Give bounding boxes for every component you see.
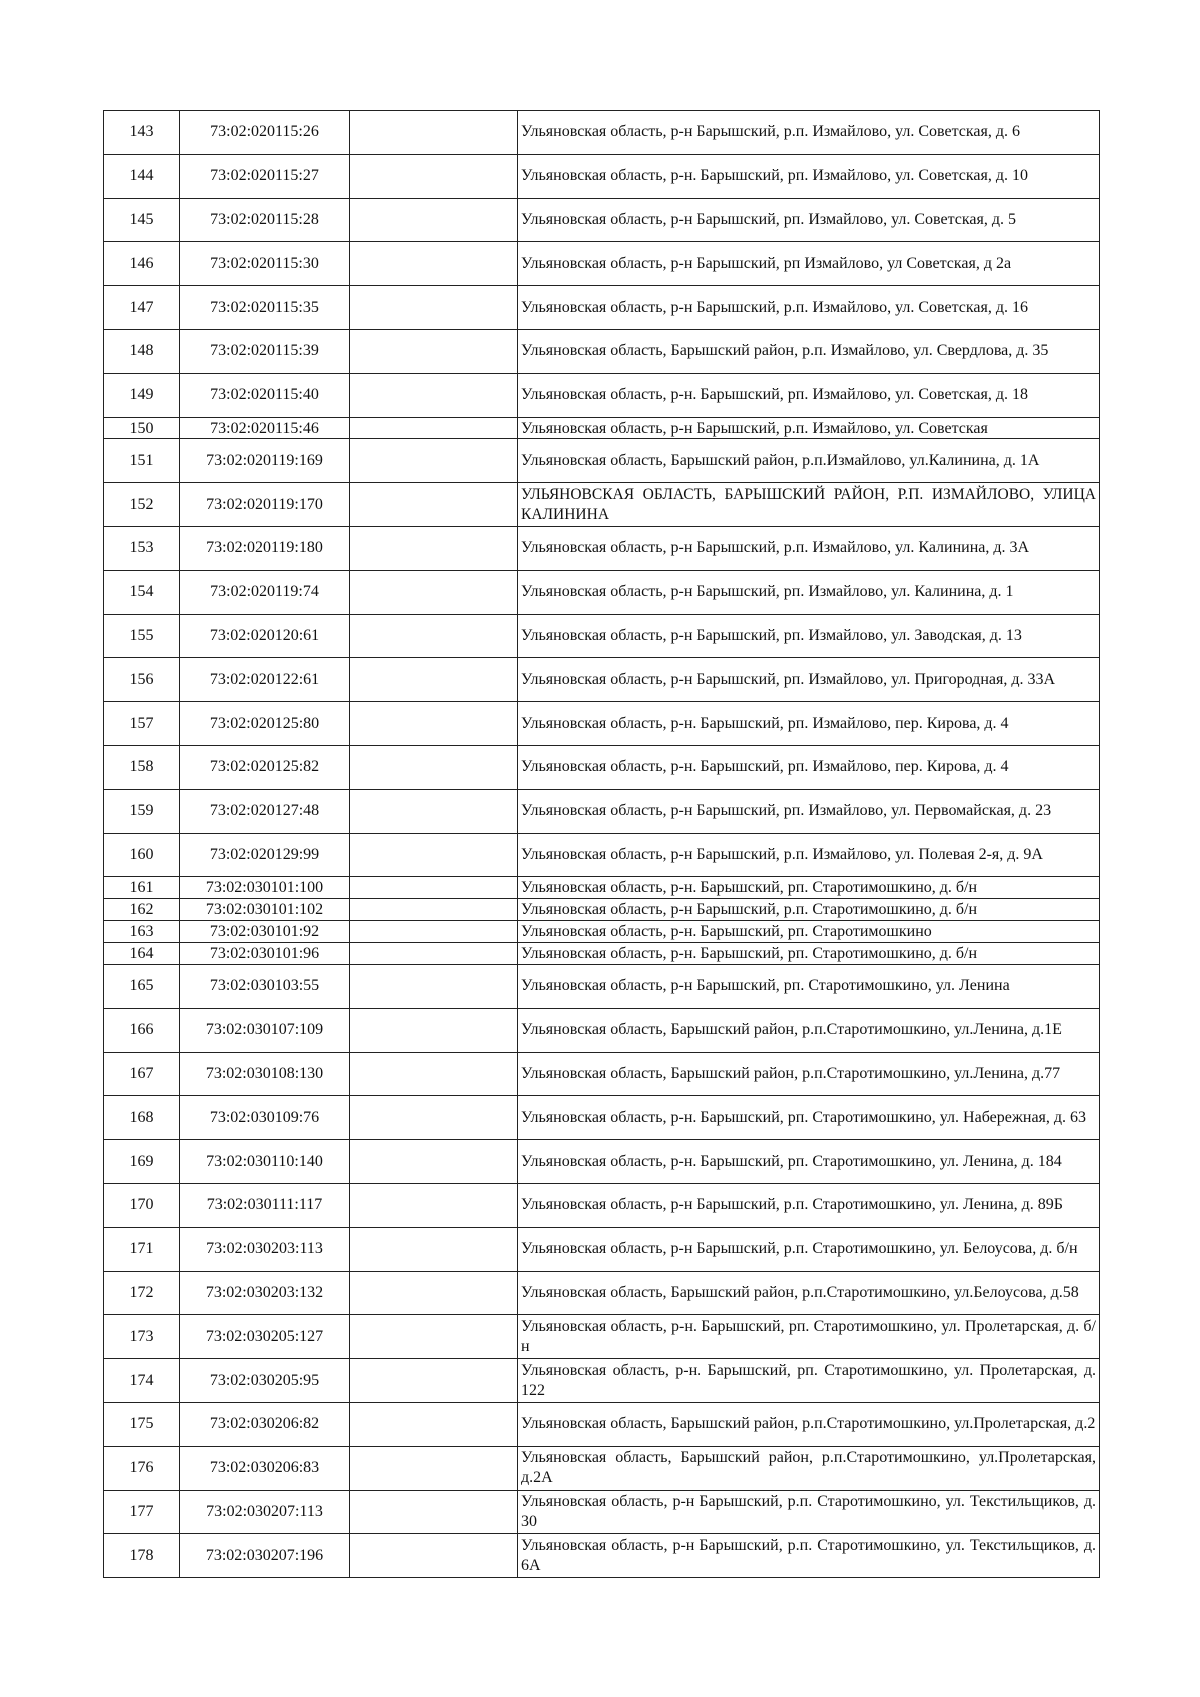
cadastral-number: 73:02:030101:96 — [180, 943, 350, 965]
cadastral-number: 73:02:030203:132 — [180, 1271, 350, 1315]
empty-cell — [350, 1402, 518, 1446]
address-cell: Ульяновская область, Барышский район, р.п.Старотимошкино, ул.Ленина, д.1Е — [518, 1008, 1100, 1052]
table-row — [104, 943, 1100, 965]
table-row — [104, 702, 1100, 746]
table-row — [104, 242, 1100, 286]
table-row — [104, 198, 1100, 242]
empty-cell — [350, 373, 518, 417]
table-row — [104, 833, 1100, 877]
empty-cell — [350, 877, 518, 899]
row-number: 150 — [104, 417, 180, 439]
table-row — [104, 614, 1100, 658]
row-number: 178 — [104, 1534, 180, 1578]
address-cell: Ульяновская область, Барышский район, р.п. Измайлово, ул. Свердлова, д. 35 — [518, 329, 1100, 373]
row-number: 175 — [104, 1402, 180, 1446]
cadastral-number: 73:02:030109:76 — [180, 1096, 350, 1140]
row-number: 169 — [104, 1140, 180, 1184]
empty-cell — [350, 658, 518, 702]
row-number: 159 — [104, 789, 180, 833]
empty-cell — [350, 965, 518, 1009]
address-cell: Ульяновская область, р-н. Барышский, рп. Измайлово, пер. Кирова, д. 4 — [518, 746, 1100, 790]
table-row — [104, 965, 1100, 1009]
address-cell: Ульяновская область, р-н Барышский, рп. Старотимошкино, ул. Ленина — [518, 965, 1100, 1009]
address-cell: Ульяновская область, Барышский район, р.п.Измайлово, ул.Калинина, д. 1А — [518, 439, 1100, 483]
address-cell: Ульяновская область, р-н Барышский, р.п. Измайлово, ул. Советская — [518, 417, 1100, 439]
address-cell: Ульяновская область, р-н. Барышский, рп. Измайлово, ул. Советская, д. 10 — [518, 154, 1100, 198]
address-cell: Ульяновская область, р-н Барышский, р.п. Старотимошкино, ул. Ленина, д. 89Б — [518, 1183, 1100, 1227]
cadastral-number: 73:02:020127:48 — [180, 789, 350, 833]
address-cell: Ульяновская область, р-н. Барышский, рп. Старотимошкино, ул. Пролетарская, д. б/н — [518, 1315, 1100, 1359]
row-number: 153 — [104, 527, 180, 571]
empty-cell — [350, 1446, 518, 1490]
cadastral-number: 73:02:020119:169 — [180, 439, 350, 483]
row-number: 177 — [104, 1490, 180, 1534]
empty-cell — [350, 1534, 518, 1578]
table-row — [104, 527, 1100, 571]
row-number: 157 — [104, 702, 180, 746]
cadastral-number: 73:02:030205:127 — [180, 1315, 350, 1359]
cadastral-number: 73:02:030206:82 — [180, 1402, 350, 1446]
address-cell: Ульяновская область, р-н Барышский, р.п. Старотимошкино, ул. Текстильщиков, д. 6А — [518, 1534, 1100, 1578]
empty-cell — [350, 154, 518, 198]
empty-cell — [350, 483, 518, 527]
empty-cell — [350, 1140, 518, 1184]
cadastral-number: 73:02:030207:196 — [180, 1534, 350, 1578]
table-row — [104, 1008, 1100, 1052]
cadastral-number: 73:02:020115:35 — [180, 286, 350, 330]
cadastral-number: 73:02:030101:100 — [180, 877, 350, 899]
row-number: 165 — [104, 965, 180, 1009]
address-cell: Ульяновская область, р-н Барышский, р.п. Старотимошкино, ул. Белоусова, д. б/н — [518, 1227, 1100, 1271]
table-row — [104, 570, 1100, 614]
table-row — [104, 286, 1100, 330]
empty-cell — [350, 439, 518, 483]
empty-cell — [350, 702, 518, 746]
empty-cell — [350, 1052, 518, 1096]
address-cell: Ульяновская область, Барышский район, р.п.Старотимошкино, ул.Пролетарская, д.2А — [518, 1446, 1100, 1490]
empty-cell — [350, 527, 518, 571]
empty-cell — [350, 1359, 518, 1403]
table-row — [104, 877, 1100, 899]
cadastral-number: 73:02:030110:140 — [180, 1140, 350, 1184]
address-cell: УЛЬЯНОВСКАЯ ОБЛАСТЬ, БАРЫШСКИЙ РАЙОН, Р.П. ИЗМАЙЛОВО, УЛИЦА КАЛИНИНА — [518, 483, 1100, 527]
row-number: 155 — [104, 614, 180, 658]
address-cell: Ульяновская область, р-н. Барышский, рп. Измайлово, ул. Советская, д. 18 — [518, 373, 1100, 417]
row-number: 170 — [104, 1183, 180, 1227]
row-number: 156 — [104, 658, 180, 702]
address-cell: Ульяновская область, Барышский район, р.п.Старотимошкино, ул.Белоусова, д.58 — [518, 1271, 1100, 1315]
cadastral-number: 73:02:030108:130 — [180, 1052, 350, 1096]
empty-cell — [350, 1096, 518, 1140]
address-cell: Ульяновская область, р-н Барышский, рп. Измайлово, ул. Калинина, д. 1 — [518, 570, 1100, 614]
address-cell: Ульяновская область, р-н. Барышский, рп. Старотимошкино, д. б/н — [518, 943, 1100, 965]
empty-cell — [350, 198, 518, 242]
empty-cell — [350, 417, 518, 439]
address-cell: Ульяновская область, р-н Барышский, рп. Измайлово, ул. Первомайская, д. 23 — [518, 789, 1100, 833]
row-number: 143 — [104, 111, 180, 155]
cadastral-number: 73:02:030203:113 — [180, 1227, 350, 1271]
address-cell: Ульяновская область, р-н Барышский, р.п. Старотимошкино, д. б/н — [518, 899, 1100, 921]
row-number: 172 — [104, 1271, 180, 1315]
table-row — [104, 899, 1100, 921]
address-cell: Ульяновская область, р-н Барышский, рп Измайлово, ул Советская, д 2а — [518, 242, 1100, 286]
cadastral-number: 73:02:020125:80 — [180, 702, 350, 746]
cadastral-number: 73:02:030103:55 — [180, 965, 350, 1009]
empty-cell — [350, 570, 518, 614]
empty-cell — [350, 833, 518, 877]
empty-cell — [350, 329, 518, 373]
table-row — [104, 1052, 1100, 1096]
cadastral-number: 73:02:030101:92 — [180, 921, 350, 943]
address-cell: Ульяновская область, Барышский район, р.п.Старотимошкино, ул.Пролетарская, д.2 — [518, 1402, 1100, 1446]
row-number: 173 — [104, 1315, 180, 1359]
cadastral-number: 73:02:020122:61 — [180, 658, 350, 702]
row-number: 174 — [104, 1359, 180, 1403]
address-cell: Ульяновская область, р-н. Барышский, рп. Измайлово, пер. Кирова, д. 4 — [518, 702, 1100, 746]
address-cell: Ульяновская область, р-н Барышский, рп. Измайлово, ул. Советская, д. 5 — [518, 198, 1100, 242]
empty-cell — [350, 943, 518, 965]
table-row — [104, 1490, 1100, 1534]
cadastral-number: 73:02:020120:61 — [180, 614, 350, 658]
row-number: 154 — [104, 570, 180, 614]
row-number: 171 — [104, 1227, 180, 1271]
empty-cell — [350, 286, 518, 330]
empty-cell — [350, 746, 518, 790]
table-row — [104, 373, 1100, 417]
table-row — [104, 1183, 1100, 1227]
row-number: 149 — [104, 373, 180, 417]
cadastral-number: 73:02:030111:117 — [180, 1183, 350, 1227]
cadastral-number: 73:02:030107:109 — [180, 1008, 350, 1052]
address-cell: Ульяновская область, р-н. Барышский, рп. Старотимошкино — [518, 921, 1100, 943]
row-number: 160 — [104, 833, 180, 877]
table-row — [104, 789, 1100, 833]
cadastral-number: 73:02:020119:170 — [180, 483, 350, 527]
address-cell: Ульяновская область, р-н. Барышский, рп. Старотимошкино, д. б/н — [518, 877, 1100, 899]
cadastral-number: 73:02:020119:74 — [180, 570, 350, 614]
cadastral-number: 73:02:030205:95 — [180, 1359, 350, 1403]
address-cell: Ульяновская область, р-н Барышский, р.п. Измайлово, ул. Полевая 2-я, д. 9А — [518, 833, 1100, 877]
empty-cell — [350, 899, 518, 921]
empty-cell — [350, 789, 518, 833]
table-row — [104, 154, 1100, 198]
address-cell: Ульяновская область, р-н. Барышский, рп. Старотимошкино, ул. Пролетарская, д. 122 — [518, 1359, 1100, 1403]
row-number: 167 — [104, 1052, 180, 1096]
cadastral-number: 73:02:020115:26 — [180, 111, 350, 155]
address-cell: Ульяновская область, р-н. Барышский, рп. Старотимошкино, ул. Набережная, д. 63 — [518, 1096, 1100, 1140]
address-cell: Ульяновская область, р-н Барышский, рп. Измайлово, ул. Заводская, д. 13 — [518, 614, 1100, 658]
table-row — [104, 439, 1100, 483]
table-row — [104, 1271, 1100, 1315]
document-page — [103, 110, 1099, 1578]
empty-cell — [350, 1008, 518, 1052]
cadastral-number: 73:02:020115:40 — [180, 373, 350, 417]
cadastral-number: 73:02:020115:27 — [180, 154, 350, 198]
address-cell: Ульяновская область, р-н. Барышский, рп. Старотимошкино, ул. Ленина, д. 184 — [518, 1140, 1100, 1184]
row-number: 166 — [104, 1008, 180, 1052]
row-number: 144 — [104, 154, 180, 198]
row-number: 163 — [104, 921, 180, 943]
cadastral-number: 73:02:020115:46 — [180, 417, 350, 439]
table-row — [104, 1227, 1100, 1271]
row-number: 146 — [104, 242, 180, 286]
table-row — [104, 417, 1100, 439]
address-cell: Ульяновская область, р-н Барышский, рп. Измайлово, ул. Пригородная, д. 33А — [518, 658, 1100, 702]
cadastral-number: 73:02:020125:82 — [180, 746, 350, 790]
empty-cell — [350, 1227, 518, 1271]
cadastral-number: 73:02:020119:180 — [180, 527, 350, 571]
table-row — [104, 483, 1100, 527]
cadastral-number: 73:02:020115:39 — [180, 329, 350, 373]
cadastral-number: 73:02:020115:30 — [180, 242, 350, 286]
row-number: 148 — [104, 329, 180, 373]
empty-cell — [350, 921, 518, 943]
row-number: 147 — [104, 286, 180, 330]
empty-cell — [350, 1271, 518, 1315]
cadastral-number: 73:02:020115:28 — [180, 198, 350, 242]
table-row — [104, 658, 1100, 702]
address-cell: Ульяновская область, Барышский район, р.п.Старотимошкино, ул.Ленина, д.77 — [518, 1052, 1100, 1096]
row-number: 161 — [104, 877, 180, 899]
address-cell: Ульяновская область, р-н Барышский, р.п. Измайлово, ул. Советская, д. 6 — [518, 111, 1100, 155]
address-cell: Ульяновская область, р-н Барышский, р.п. Измайлово, ул. Советская, д. 16 — [518, 286, 1100, 330]
row-number: 162 — [104, 899, 180, 921]
cadastral-number: 73:02:020129:99 — [180, 833, 350, 877]
table-row — [104, 329, 1100, 373]
cadastral-number: 73:02:030101:102 — [180, 899, 350, 921]
table-row — [104, 1315, 1100, 1359]
table-row — [104, 1359, 1100, 1403]
row-number: 164 — [104, 943, 180, 965]
address-cell: Ульяновская область, р-н Барышский, р.п. Измайлово, ул. Калинина, д. 3А — [518, 527, 1100, 571]
row-number: 168 — [104, 1096, 180, 1140]
empty-cell — [350, 1315, 518, 1359]
table-row — [104, 746, 1100, 790]
row-number: 152 — [104, 483, 180, 527]
table-row — [104, 1140, 1100, 1184]
empty-cell — [350, 111, 518, 155]
empty-cell — [350, 614, 518, 658]
table-row — [104, 111, 1100, 155]
row-number: 145 — [104, 198, 180, 242]
cadastral-number: 73:02:030207:113 — [180, 1490, 350, 1534]
empty-cell — [350, 1490, 518, 1534]
table-row — [104, 1096, 1100, 1140]
registry-table — [103, 110, 1100, 1578]
address-cell: Ульяновская область, р-н Барышский, р.п. Старотимошкино, ул. Текстильщиков, д. 30 — [518, 1490, 1100, 1534]
row-number: 176 — [104, 1446, 180, 1490]
table-row — [104, 1402, 1100, 1446]
cadastral-number: 73:02:030206:83 — [180, 1446, 350, 1490]
table-row — [104, 1446, 1100, 1490]
row-number: 151 — [104, 439, 180, 483]
table-row — [104, 1534, 1100, 1578]
row-number: 158 — [104, 746, 180, 790]
table-row — [104, 921, 1100, 943]
empty-cell — [350, 242, 518, 286]
registry-table-body — [104, 111, 1100, 1578]
empty-cell — [350, 1183, 518, 1227]
